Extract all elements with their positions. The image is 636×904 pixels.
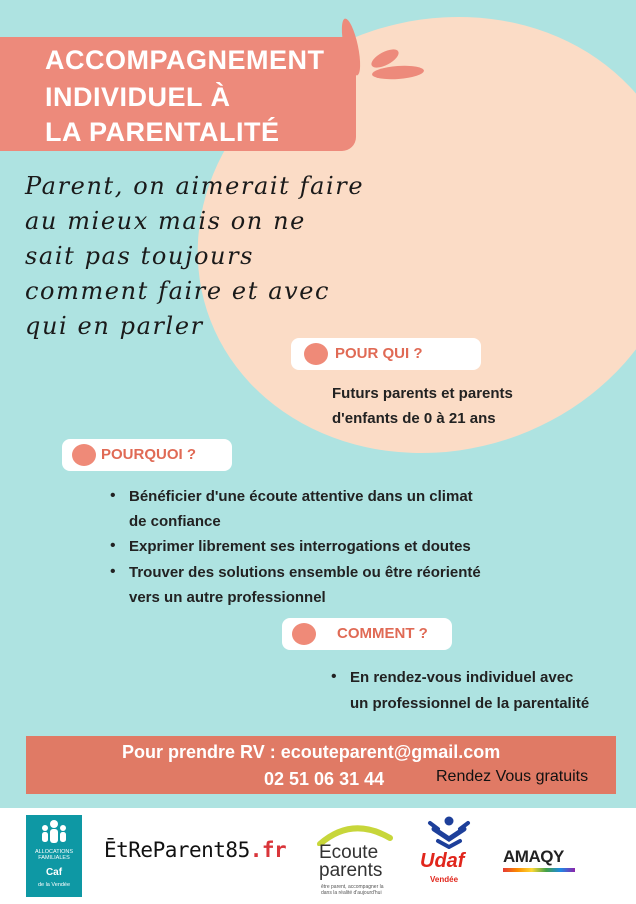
caf-logo [26, 815, 82, 897]
pour-qui-text: d'enfants de 0 à 21 ans [332, 410, 496, 427]
ecoute-word: Ecoute [319, 842, 379, 863]
intro-line: qui en parler [25, 312, 204, 340]
caf-text: ALLOCATIONS [34, 849, 74, 855]
bullet-icon: • [110, 537, 116, 554]
intro-line: sait pas toujours [25, 242, 255, 270]
caf-name: Caf [45, 867, 63, 878]
etreparent-suffix: .fr [249, 838, 287, 862]
dot-icon [72, 444, 96, 466]
comment-item: un professionnel de la parentalité [350, 695, 590, 712]
pourquoi-label: POURQUOI ? [101, 446, 197, 463]
pourquoi-item: Bénéficier d'une écoute attentive dans un climat [129, 488, 473, 505]
pour-qui-text: Futurs parents et parents [332, 385, 513, 402]
intro-line: comment faire et avec [25, 277, 331, 305]
comment-item: En rendez-vous individuel avec [350, 669, 574, 686]
contact-phone[interactable]: 02 51 06 31 44 [264, 769, 385, 789]
udaf-region: Vendée [430, 875, 459, 884]
etreparent-main: ĒtReParent85 [104, 838, 250, 862]
comment-tag [282, 618, 452, 650]
title-line: LA PARENTALITÉ [45, 117, 280, 147]
comment-label: COMMENT ? [337, 625, 428, 642]
pourquoi-item: vers un autre professionnel [129, 589, 326, 606]
pour-qui-tag [291, 338, 481, 370]
title-line: INDIVIDUEL À [45, 82, 231, 112]
bullet-icon: • [110, 563, 116, 580]
amaqy-logo: AMAQY [503, 847, 564, 866]
caf-family-icon [38, 819, 70, 847]
ecoute-parents-logo [312, 822, 404, 900]
dot-icon [292, 623, 316, 645]
pourquoi-item: Trouver des solutions ensemble ou être réorienté [129, 564, 481, 581]
pour-qui-label: POUR QUI ? [335, 345, 423, 362]
udaf-figure-icon [426, 815, 472, 849]
free-appointment-note: Rendez Vous gratuits [436, 768, 589, 785]
etreparent-logo [104, 838, 286, 862]
caf-text: FAMILIALES [38, 855, 70, 861]
pourquoi-item: de confiance [129, 513, 221, 530]
bullet-icon: • [331, 668, 337, 685]
amaqy-color-bar [503, 868, 575, 872]
intro-line: au mieux mais on ne [25, 207, 306, 235]
pourquoi-tag [62, 439, 232, 471]
contact-email-line[interactable]: Pour prendre RV : ecouteparent@gmail.com [122, 742, 501, 762]
intro-line: Parent, on aimerait faire [25, 172, 365, 200]
udaf-name: Udaf [420, 850, 465, 872]
contact-banner [26, 736, 616, 794]
ecoute-tagline: être parent, accompagner la [321, 884, 384, 890]
ecoute-tagline: dans la réalité d'aujourd'hui [321, 890, 382, 896]
pourquoi-item: Exprimer librement ses interrogations et doutes [129, 538, 471, 555]
ecoute-word: parents [319, 860, 383, 881]
bullet-icon: • [110, 487, 116, 504]
udaf-logo [418, 815, 480, 893]
dot-icon [304, 343, 328, 365]
caf-region: de la Vendée [37, 882, 71, 888]
title-line: ACCOMPAGNEMENT [45, 45, 325, 75]
